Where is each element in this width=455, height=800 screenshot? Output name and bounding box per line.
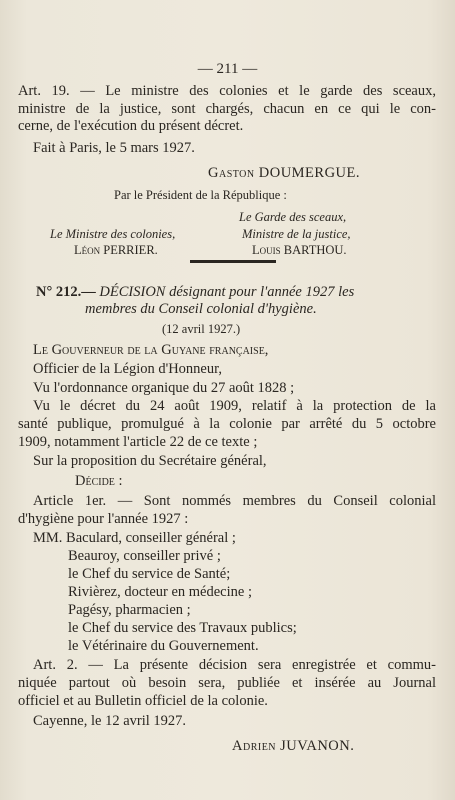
garde-des-sceaux-title: Le Garde des sceaux, (239, 210, 347, 224)
decide-heading: Décide : (75, 473, 123, 489)
vu-decret-line-1: Vu le décret du 24 août 1909, relatif à la protection de la (33, 398, 436, 414)
member-line: le Vétérinaire du Gouvernement. (68, 638, 259, 654)
vu-ordonnance: Vu l'ordonnance organique du 27 août 1828 ; (33, 380, 295, 396)
ministre-colonies-title: Le Ministre des colonies, (50, 227, 176, 241)
article-1-line-2: d'hygiène pour l'année 1927 : (18, 511, 189, 527)
member-line: Rivièrez, docteur en médecine ; (68, 584, 252, 600)
article-2-line-3: officiel et au Bulletin officiel de la colonie. (18, 693, 268, 709)
article-2-line-1: Art. 2. — La présente décision sera enregistrée et commu- (33, 657, 436, 673)
vu-decret-line-3: 1909, notamment l'article 22 de ce texte ; (18, 434, 258, 450)
gouverneur-line-1: Le Gouverneur de la Guyane française, (33, 342, 269, 358)
member-line: Beauroy, conseiller privé ; (68, 548, 221, 564)
member-line: le Chef du service des Travaux publics; (68, 620, 297, 636)
par-le-president: Par le Président de la République : (114, 188, 287, 202)
president-signature: Gaston DOUMERGUE. (208, 165, 361, 181)
sur-la-proposition: Sur la proposition du Secrétaire général, (33, 453, 267, 469)
article-1-line-1: Article 1er. — Sont nommés membres du Conseil colonial (33, 493, 436, 509)
decision-title-line-1 (36, 283, 354, 301)
decision-number: N° 212.— (36, 284, 96, 300)
cayenne-date: Cayenne, le 12 avril 1927. (33, 713, 187, 729)
louis-barthou-signature: Louis BARTHOU. (252, 243, 347, 257)
section-divider (190, 260, 276, 263)
member-line: MM. Baculard, conseiller général ; (33, 530, 236, 546)
page-number: — 211 — (197, 61, 258, 77)
leon-perrier-signature: Léon PERRIER. (74, 243, 158, 257)
article-2-line-2: niquée partout où besoin sera, publiée et insérée au Journal (18, 675, 436, 691)
article-19-line-3: cerne, de l'exécution du présent décret. (18, 118, 244, 134)
decision-title-1: DÉCISION désignant pour l'année 1927 les (99, 284, 355, 300)
decision-title-line-2: membres du Conseil colonial d'hygiène. (85, 301, 317, 317)
ministre-justice-title: Ministre de la justice, (242, 227, 351, 241)
vu-decret-line-2: santé publique, promulgué à la colonie par arrêté du 5 octobre (18, 416, 436, 432)
article-19-line-1: Art. 19. — Le ministre des colonies et le garde des sceaux, (18, 83, 436, 99)
article-19-line-2: ministre de la justice, sont chargés, chacun en ce qui le con- (18, 101, 436, 117)
decision-date: (12 avril 1927.) (162, 322, 241, 336)
gouverneur-line-2: Officier de la Légion d'Honneur, (33, 361, 222, 377)
fait-a-paris: Fait à Paris, le 5 mars 1927. (33, 140, 195, 156)
member-line: Pagésy, pharmacien ; (68, 602, 191, 618)
governor-signature: Adrien JUVANON. (232, 738, 355, 754)
member-line: le Chef du service de Santé; (68, 566, 231, 582)
